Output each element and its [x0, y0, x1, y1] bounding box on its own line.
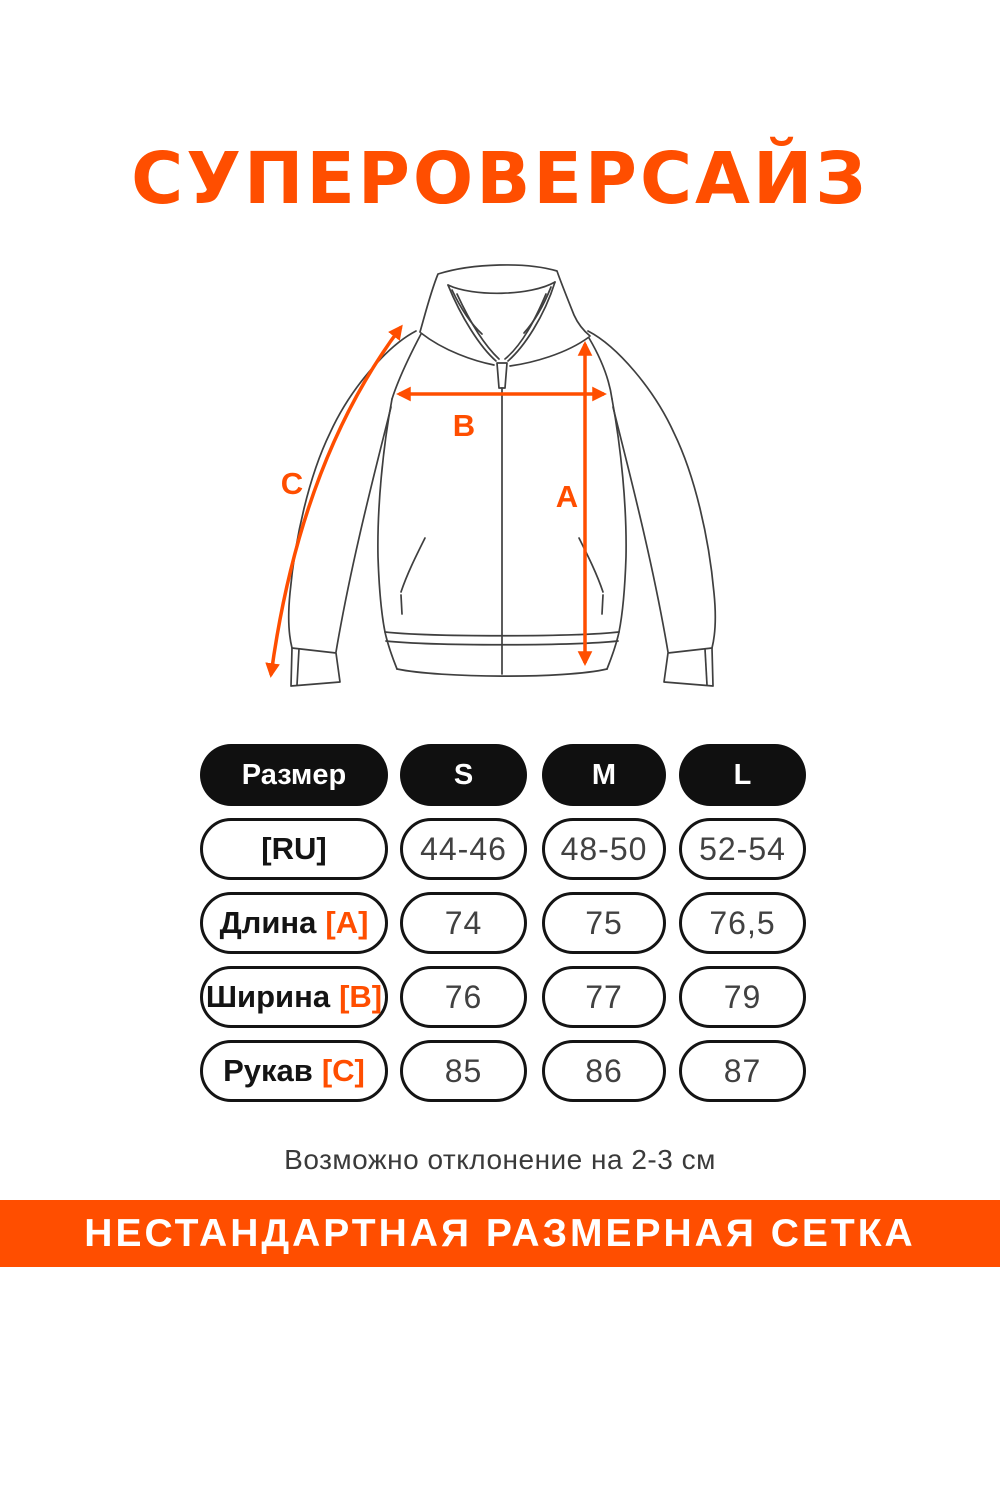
header-size-s: S	[400, 744, 527, 806]
hood-fold-left	[452, 290, 482, 334]
waistband-right	[607, 632, 619, 669]
row-label-length	[200, 892, 388, 954]
cell-length-m: 75	[542, 892, 666, 954]
deviation-note: Возможно отклонение на 2-3 см	[284, 1144, 716, 1175]
zipper-pull	[497, 363, 507, 388]
row-label-ru	[200, 818, 388, 880]
row-label-text: Ширина	[205, 979, 331, 1014]
row-label-sleeve	[200, 1040, 388, 1102]
bottom-banner	[0, 1200, 1000, 1267]
header-size: Размер	[200, 744, 388, 806]
pocket-right	[579, 538, 603, 614]
hood-edge-left	[421, 333, 494, 365]
cell-width-m: 77	[542, 966, 666, 1028]
table-row-sleeve	[200, 1040, 806, 1102]
table-row-length	[200, 892, 806, 954]
table-row-ru	[200, 818, 806, 880]
hood-fold-right	[524, 287, 551, 333]
measure-label-a: A	[555, 479, 579, 514]
sleeve-left-outer	[289, 331, 416, 648]
cell-width-s: 76	[400, 966, 527, 1028]
row-label-marker: [A]	[325, 905, 369, 940]
measurement-arrows	[271, 327, 604, 675]
waistband-left	[385, 632, 397, 669]
measure-label-b: B	[452, 408, 476, 443]
header-size-l: L	[679, 744, 806, 806]
hood-drape-right-inner	[505, 294, 546, 359]
banner-text: НЕСТАНДАРТНАЯ РАЗМЕРНАЯ СЕТКА	[84, 1211, 916, 1255]
row-label-text: [RU]	[261, 831, 327, 866]
cell-ru-s: 44-46	[400, 818, 527, 880]
row-label-text: Длина	[219, 905, 317, 940]
cell-length-s: 74	[400, 892, 527, 954]
hoodie-outline	[289, 265, 716, 686]
hood-collar	[448, 282, 555, 293]
pocket-left	[401, 538, 425, 614]
header-size-m: M	[542, 744, 666, 806]
cell-ru-l: 52-54	[679, 818, 806, 880]
cell-sleeve-m: 86	[542, 1040, 666, 1102]
cell-length-l: 76,5	[679, 892, 806, 954]
hood-outer	[420, 265, 590, 336]
row-label-marker: [B]	[339, 979, 383, 1014]
size-table	[200, 744, 806, 1114]
page-title: СУПЕРОВЕРСАЙЗ	[131, 137, 869, 220]
row-label-marker: [C]	[321, 1053, 365, 1088]
cell-ru-m: 48-50	[542, 818, 666, 880]
measure-arrow-c	[271, 327, 401, 675]
cell-sleeve-l: 87	[679, 1040, 806, 1102]
raglan-seam-right	[589, 338, 612, 399]
hoodie-diagram	[235, 255, 765, 705]
cell-width-l: 79	[679, 966, 806, 1028]
cuff-right-seam	[705, 649, 707, 685]
row-label-width	[200, 966, 388, 1028]
cell-sleeve-s: 85	[400, 1040, 527, 1102]
row-label-text: Рукав	[223, 1053, 313, 1088]
hood-drape-left-inner	[457, 294, 499, 359]
table-row-width	[200, 966, 806, 1028]
measure-label-c: C	[280, 466, 304, 501]
table-header-row	[200, 744, 806, 806]
cuff-left-seam	[297, 649, 299, 685]
